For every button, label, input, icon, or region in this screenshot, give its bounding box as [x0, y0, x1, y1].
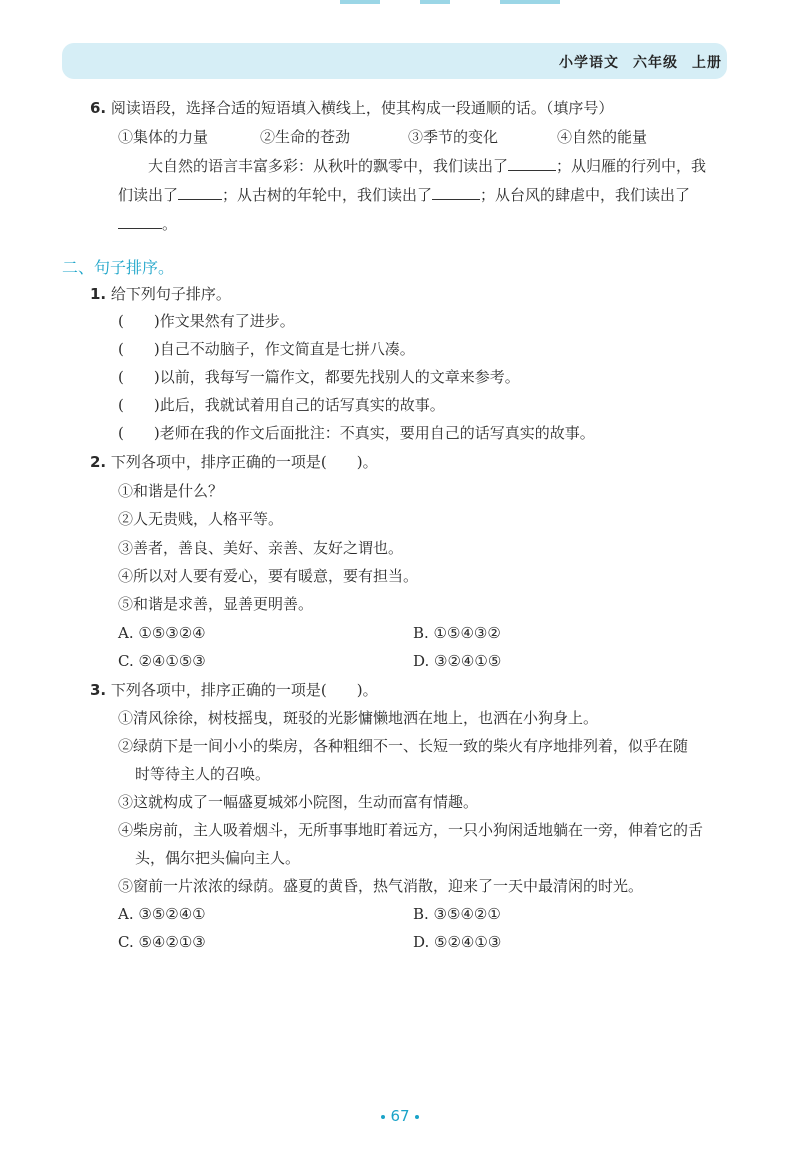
option-d[interactable]: D. ③②④①⑤ — [413, 652, 502, 670]
question-2-prompt — [90, 452, 378, 472]
header-volume: 上册 — [692, 55, 722, 71]
option-c[interactable]: C. ②④①⑤③ — [118, 652, 206, 670]
question-1-prompt — [90, 284, 231, 304]
choice-item: ④自然的能量 — [557, 128, 648, 146]
top-edge-mark — [500, 0, 560, 4]
option-b[interactable]: B. ①⑤④③② — [413, 624, 501, 642]
sort-item: ( )老师在我的作文后面批注：不真实，要用自己的话写真实的故事。 — [118, 424, 595, 442]
sentence-item: ④所以对人要有爱心，要有暖意，要有担当。 — [118, 567, 419, 585]
question-3-prompt — [90, 680, 378, 700]
answer-blank[interactable] — [118, 214, 162, 229]
passage-line — [148, 156, 706, 176]
sentence-item: ②绿荫下是一间小小的柴房，各种粗细不一、长短一致的柴火有序地排列着，似乎在随 — [118, 737, 689, 755]
passage-text: ；从台风的肆虐中，我们读出了 — [480, 186, 691, 204]
dot-icon — [381, 1115, 385, 1119]
sentence-item: ⑤窗前一片浓浓的绿荫。盛夏的黄昏，热气消散，迎来了一天中最清闲的时光。 — [118, 877, 644, 895]
dot-icon — [415, 1115, 419, 1119]
sentence-item: ⑤和谐是求善，显善更明善。 — [118, 595, 314, 613]
option-c[interactable]: C. ⑤④②①③ — [118, 933, 206, 951]
answer-blank[interactable] — [432, 185, 480, 200]
sentence-item: ①和谐是什么？ — [118, 482, 224, 500]
top-edge-mark — [340, 0, 380, 4]
passage-text: 。 — [162, 215, 178, 233]
sentence-item: 时等待主人的召唤。 — [135, 765, 271, 783]
question-text: 下列各项中，排序正确的一项是( )。 — [110, 453, 378, 471]
passage-text: 大自然的语言丰富多彩：从秋叶的飘零中，我们读出了 — [148, 157, 509, 175]
sort-item: ( )以前，我每写一篇作文，都要先找别人的文章来参考。 — [118, 368, 520, 386]
option-d[interactable]: D. ⑤②④①③ — [413, 933, 502, 951]
question-number: 6. — [90, 99, 107, 117]
header-grade: 六年级 — [633, 55, 678, 71]
answer-blank[interactable] — [508, 156, 556, 171]
question-text: 阅读语段，选择合适的短语填入横线上，使其构成一段通顺的话。（填序号） — [110, 99, 614, 117]
option-a[interactable]: A. ③⑤②④① — [118, 905, 206, 923]
page-number-text: 67 — [390, 1107, 410, 1125]
answer-blank[interactable] — [178, 185, 222, 200]
top-edge-mark — [420, 0, 450, 4]
question-text: 下列各项中，排序正确的一项是( )。 — [110, 681, 378, 699]
passage-line — [118, 214, 177, 234]
header-title — [545, 52, 722, 72]
sentence-item: ①清风徐徐，树枝摇曳，斑驳的光影慵懒地洒在地上，也洒在小狗身上。 — [118, 709, 599, 727]
choice-item: ③季节的变化 — [408, 128, 499, 146]
option-a[interactable]: A. ①⑤③②④ — [118, 624, 206, 642]
question-number: 1. — [90, 285, 107, 303]
choice-item: ①集体的力量 — [118, 128, 209, 146]
sentence-item: ②人无贵贱，人格平等。 — [118, 510, 284, 528]
option-b[interactable]: B. ③⑤④②① — [413, 905, 501, 923]
passage-line — [118, 185, 690, 205]
choice-item: ②生命的苍劲 — [260, 128, 351, 146]
page-number — [0, 1107, 800, 1125]
question-text: 给下列句子排序。 — [110, 285, 231, 303]
sort-item: ( )此后，我就试着用自己的话写真实的故事。 — [118, 396, 445, 414]
sentence-item: ③善者，善良、美好、亲善、友好之谓也。 — [118, 539, 404, 557]
sort-item: ( )作文果然有了进步。 — [118, 312, 295, 330]
question-6-prompt — [90, 98, 613, 118]
question-number: 3. — [90, 681, 107, 699]
passage-text: 们读出了 — [118, 186, 179, 204]
sentence-item: ③这就构成了一幅盛夏城郊小院图，生动而富有情趣。 — [118, 793, 479, 811]
question-number: 2. — [90, 453, 107, 471]
sentence-item: ④柴房前，主人吸着烟斗，无所事事地盯着远方，一只小狗闲适地躺在一旁，伸着它的舌 — [118, 821, 704, 839]
header-subject: 小学语文 — [559, 55, 619, 71]
passage-text: ；从归雁的行列中，我 — [556, 157, 707, 175]
sort-item: ( )自己不动脑子，作文简直是七拼八凑。 — [118, 340, 415, 358]
passage-text: ；从古树的年轮中，我们读出了 — [222, 186, 433, 204]
section-title: 二、句子排序。 — [62, 258, 175, 277]
sentence-item: 头，偶尔把头偏向主人。 — [135, 849, 301, 867]
